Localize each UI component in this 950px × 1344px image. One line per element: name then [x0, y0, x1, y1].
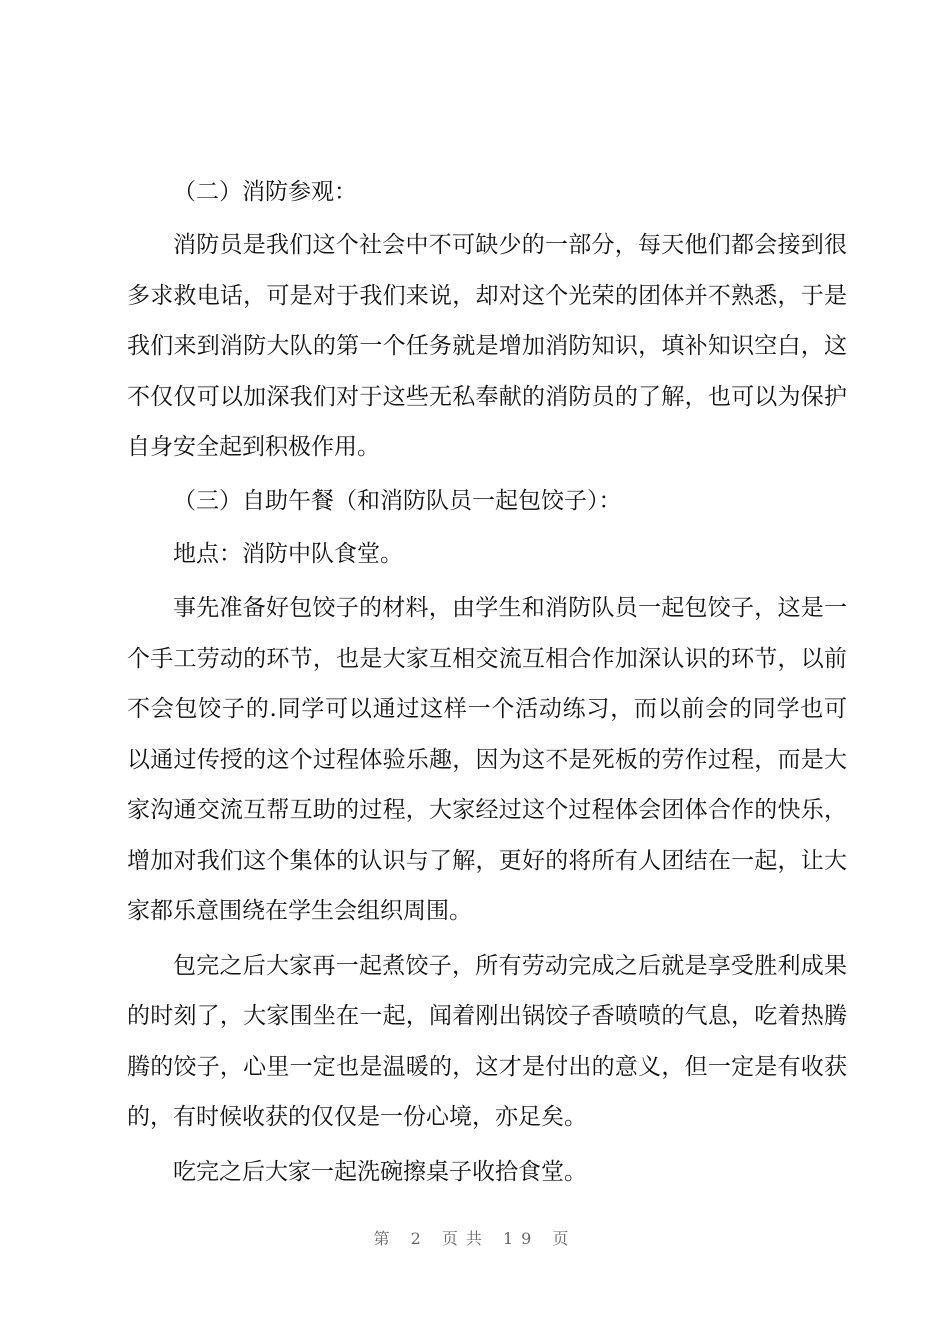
page-number-footer: 第 2 页共 19 页: [373, 1229, 577, 1248]
paragraph-cooking: 包完之后大家再一起煮饺子，所有劳动完成之后就是享受胜利成果的时刻了，大家围坐在一起，闻着刚出锅饺子香喷喷的气息，吃着热腾腾的饺子，心里一定也是温暖的，这才是付出的意义，但一定是有收获的，有时候收获的仅仅是一份心境，亦足矣。: [127, 952, 847, 1130]
document-body: [127, 168, 847, 1197]
paragraph-cleanup: 吃完之后大家一起洗碗擦桌子收拾食堂。: [173, 1158, 587, 1185]
section-heading-fire-visit: （二）消防参观：: [173, 179, 357, 205]
section-heading-lunch: （三）自助午餐（和消防队员一起包饺子）：: [173, 487, 622, 514]
paragraph-preparation: 事先准备好包饺子的材料，由学生和消防队员一起包饺子，这是一个手工劳动的环节，也是大家互相交流互相合作加深认识的环节，以前不会包饺子的.同学可以通过这样一个活动练习，而以前会的同学也可以通过传授的这个过程体验乐趣，因为这不是死板的劳作过程，而是大家沟通交流互帮互助的过程，大家经过这个过程体会团体合作的快乐，增加对我们这个集体的认识与了解，更好的将所有人团结在一起，让大家都乐意围绕在学生会组织周围。: [127, 595, 847, 924]
paragraph-firefighters: 消防员是我们这个社会中不可缺少的一部分，每天他们都会接到很多求救电话，可是对于我们来说，却对这个光荣的团体并不熟悉，于是我们来到消防大队的第一个任务就是增加消防知识，填补知识空白，这不仅仅可以加深我们对于这些无私奉献的消防员的了解，也可以为保护自身安全起到积极作用。: [127, 232, 847, 460]
paragraph-location: 地点：消防中队食堂。: [173, 540, 403, 567]
